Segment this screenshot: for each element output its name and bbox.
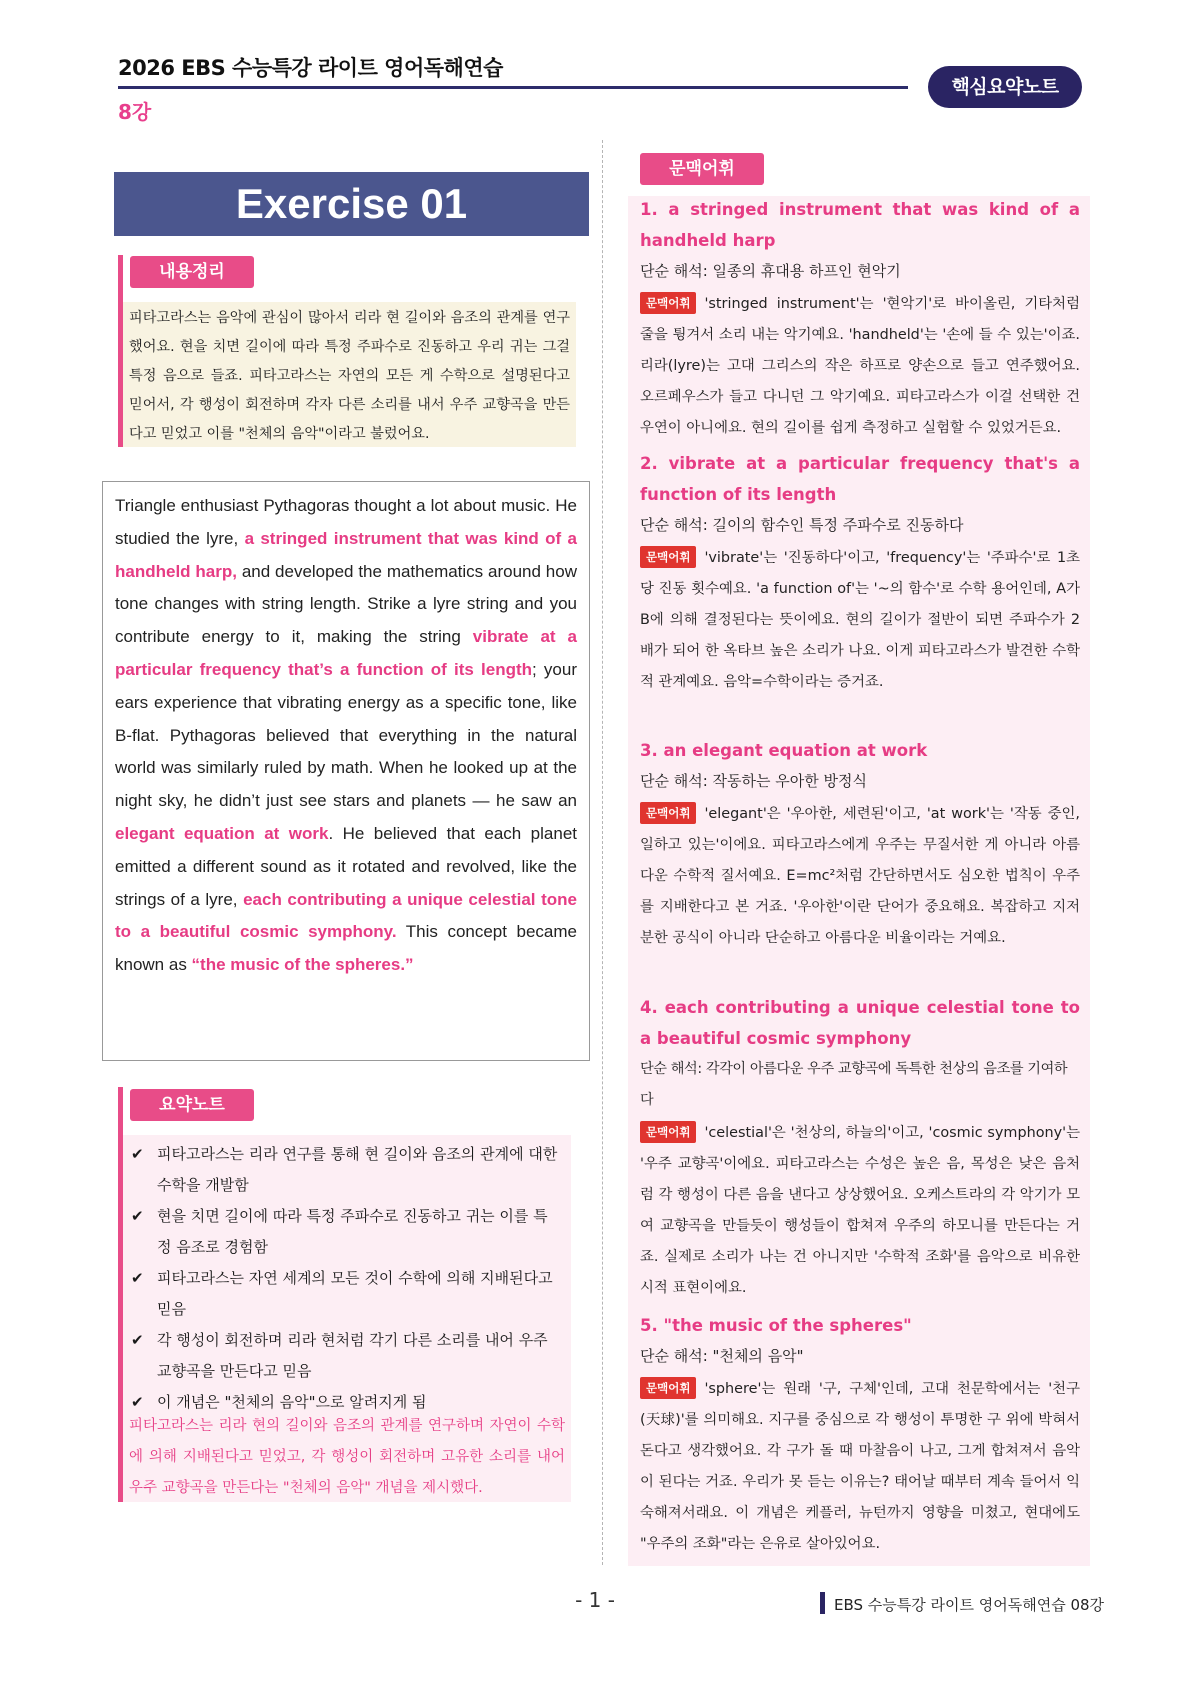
summary-note-item: ✔ 피타고라스는 리라 연구를 통해 현 길이와 음조의 관계에 대한 수학을 개발함 — [131, 1139, 561, 1201]
column-divider — [602, 140, 603, 1565]
exercise-title: Exercise 01 — [114, 172, 589, 236]
summary-note-box — [123, 1135, 571, 1502]
vocab-entry-2 — [640, 448, 1080, 698]
lesson-number: 8강 — [118, 100, 152, 124]
vocab-translation: 단순 해석: 각각이 아름다운 우주 교향곡에 독특한 천상의 음조를 기여하다 — [640, 1061, 1068, 1108]
vocab-explanation: 문맥어휘 'stringed instrument'는 '현악기'로 바이올린, 기타처럼 줄을 튕겨서 소리 내는 악기예요. 'handheld'는 '손에 들 수 있는'이죠. 리라(lyre)는 고대 그리스의 작은 하프로 양손으로 들고 연주했어요. 오르페우스가 들고 다니던 그 악기예요. 피타고라스가 이걸 선택한 건 우연이 아니에요. 현의 길이를 쉽게 측정하고 실험할 수 있었거든요. — [640, 289, 1080, 444]
document-title: 2026 EBS 수능특강 라이트 영어독해연습 — [118, 56, 503, 80]
vocab-explanation: 문맥어휘 'celestial'은 '천상의, 하늘의'이고, 'cosmic symphony'는 '우주 교향곡'이에요. 피타고라스는 수성은 높은 음, 목성은 낮은 음처럼 각 행성이 다른 음을 낸다고 상상했어요. 오케스트라의 각 악기가 모여 교향곡을 만들듯이 행성들이 합쳐져 우주의 하모니를 만든다는 거죠. 실제로 소리가 나는 건 아니지만 '수학적 조화'를 음악으로 비유한 시적 표현이에요. — [640, 1118, 1080, 1304]
footer-accent — [820, 1592, 825, 1614]
header-rule — [118, 86, 908, 89]
vocab-heading: 1. a stringed instrument that was kind of a handheld harp — [640, 200, 1080, 250]
summary-note-item: ✔ 현을 치면 길이에 따라 특정 주파수로 진동하고 귀는 이를 특정 음조로 경험함 — [131, 1201, 561, 1263]
vocab-heading: 5. "the music of the spheres" — [640, 1316, 912, 1335]
highlight-phrase-5: “the music of the spheres.” — [191, 955, 414, 975]
highlight-phrase-2: vibrate at a particular frequency that’s a function of its length — [115, 627, 578, 679]
highlight-phrase-1: a stringed instrument that was kind of a handheld harp, — [115, 528, 577, 581]
summary-note-item: ✔ 각 행성이 회전하며 리라 현처럼 각기 다른 소리를 내어 우주 교향곡을 만든다고 믿음 — [131, 1325, 561, 1387]
vocab-heading: 3. an elegant equation at work — [640, 741, 928, 760]
summary-note-label: 요약노트 — [130, 1089, 254, 1121]
vocab-translation: 단순 해석: 작동하는 우아한 방정식 — [640, 772, 867, 790]
content-summary-label: 내용정리 — [130, 256, 254, 288]
vocab-explanation: 문맥어휘 'sphere'는 원래 '구, 구체'인데, 고대 천문학에서는 '천구(天球)'를 의미해요. 지구를 중심으로 각 행성이 투명한 구 위에 박혀서 돈다고 생각했어요. 각 구가 돌 때 마찰음이 나고, 그게 합쳐져서 음악이 된다는 거죠. 우리가 못 듣는 이유는? 태어날 때부터 계속 들어서 익숙해져서래요. 이 개념은 케플러, 뉴턴까지 영향을 미쳤고, 현대에도 "우주의 조화"라는 은유로 살아있어요. — [640, 1374, 1080, 1560]
vocab-explanation: 문맥어휘 'vibrate'는 '진동하다'이고, 'frequency'는 '주파수'로 1초당 진동 횟수예요. 'a function of'는 '~의 함수'로 수학 용어인데, A가 B에 의해 결정된다는 뜻이에요. 현의 길이가 절반이 되면 주파수가 2배가 되어 한 옥타브 높은 소리가 나요. 이게 피타고라스가 발견한 수학적 관계예요. 음악=수학이라는 증거죠. — [640, 543, 1080, 698]
vocab-entry-4 — [640, 992, 1080, 1304]
footer-text: EBS 수능특강 라이트 영어독해연습 08강 — [834, 1596, 1105, 1614]
highlight-phrase-3: elegant equation at work — [115, 823, 329, 843]
page-number: - 1 - — [575, 1588, 615, 1612]
context-vocab-tag: 문맥어휘 — [640, 1377, 696, 1399]
summary-note-item: ✔ 피타고라스는 자연 세계의 모든 것이 수학에 의해 지배된다고 믿음 — [131, 1263, 561, 1325]
highlight-phrase-4: each contributing a unique celestial tone to a beautiful cosmic symphony. — [115, 889, 577, 942]
context-vocab-tag: 문맥어휘 — [640, 292, 696, 314]
english-passage — [102, 481, 590, 1061]
context-vocab-tag: 문맥어휘 — [640, 546, 696, 568]
core-summary-badge: 핵심요약노트 — [928, 66, 1082, 108]
context-vocab-tag: 문맥어휘 — [640, 802, 696, 824]
content-summary-text: 피타고라스는 음악에 관심이 많아서 리라 현 길이와 음조의 관계를 연구했어요. 현을 치면 길이에 따라 특정 주파수로 진동하고 우리 귀는 그걸 특정 음으로 들죠. 피타고라스는 자연의 모든 게 수학으로 설명된다고 믿어서, 각 행성이 회전하며 각자 다른 소리를 내서 우주 교향곡을 만든다고 믿었고 이를 "천체의 음악"이라고 불렀어요. — [129, 310, 570, 442]
summary-conclusion: 피타고라스는 리라 현의 길이와 음조의 관계를 연구하며 자연이 수학에 의해 지배된다고 믿었고, 각 행성이 회전하며 고유한 소리를 내어 우주 교향곡을 만든다는 "천체의 음악" 개념을 제시했다. — [129, 1418, 565, 1496]
vocab-entry-5 — [640, 1310, 1080, 1560]
check-icon: ✔ — [131, 1145, 144, 1163]
vocab-explanation: 문맥어휘 'elegant'은 '우아한, 세련된'이고, 'at work'는 '작동 중인, 일하고 있는'이에요. 피타고라스에게 우주는 무질서한 게 아니라 아름다운 수학적 질서예요. E=mc²처럼 간단하면서도 심오한 법칙이 우주를 지배한다고 본 거죠. '우아한'이란 단어가 중요해요. 복잡하고 지저분한 공식이 아니라 단순하고 아름다운 비율이라는 거예요. — [640, 799, 1080, 954]
summary-note-list — [123, 1135, 571, 1418]
check-icon: ✔ — [131, 1393, 144, 1411]
vocab-translation: 단순 해석: 일종의 휴대용 하프인 현악기 — [640, 262, 901, 280]
passage-paragraph: Triangle enthusiast Pythagoras thought a lot about music. He studied the lyre, a stringed instrument that was kind of a handheld harp, and developed the mathematics around how tone changes with string length. Strike a lyre string and you contribute energy to it, making the string vibrate at a particular frequency that’s a function of its length; your ears experience that vibrating energy as a specific tone, like B-flat. Pythagoras believed that everything in the natural world was similarly ruled by math. When he looked up at the night sky, he didn’t just see stars and planets — he saw an elegant equation at work. He believed that each planet emitted a different sound as it rotated and revolved, like the strings of a lyre, each contributing a unique celestial tone to a beautiful cosmic symphony. This concept became known as “the music of the spheres.” — [115, 496, 578, 975]
content-summary-box — [123, 302, 576, 447]
vocab-translation: 단순 해석: 길이의 함수인 특정 주파수로 진동하다 — [640, 516, 964, 534]
vocab-entry-1 — [640, 194, 1080, 444]
context-vocab-tag: 문맥어휘 — [640, 1121, 696, 1143]
check-icon: ✔ — [131, 1207, 144, 1225]
check-icon: ✔ — [131, 1269, 144, 1287]
vocab-translation: 단순 해석: "천체의 음악" — [640, 1347, 804, 1365]
summary-note-item: ✔ 이 개념은 "천체의 음악"으로 알려지게 됨 — [131, 1387, 561, 1418]
vocab-heading: 4. each contributing a unique celestial tone to a beautiful cosmic symphony — [640, 998, 1080, 1048]
vocab-entry-3 — [640, 735, 1080, 954]
vocab-heading: 2. vibrate at a particular frequency that's a function of its length — [640, 454, 1080, 504]
context-vocab-label: 문맥어휘 — [640, 153, 764, 185]
check-icon: ✔ — [131, 1331, 144, 1349]
